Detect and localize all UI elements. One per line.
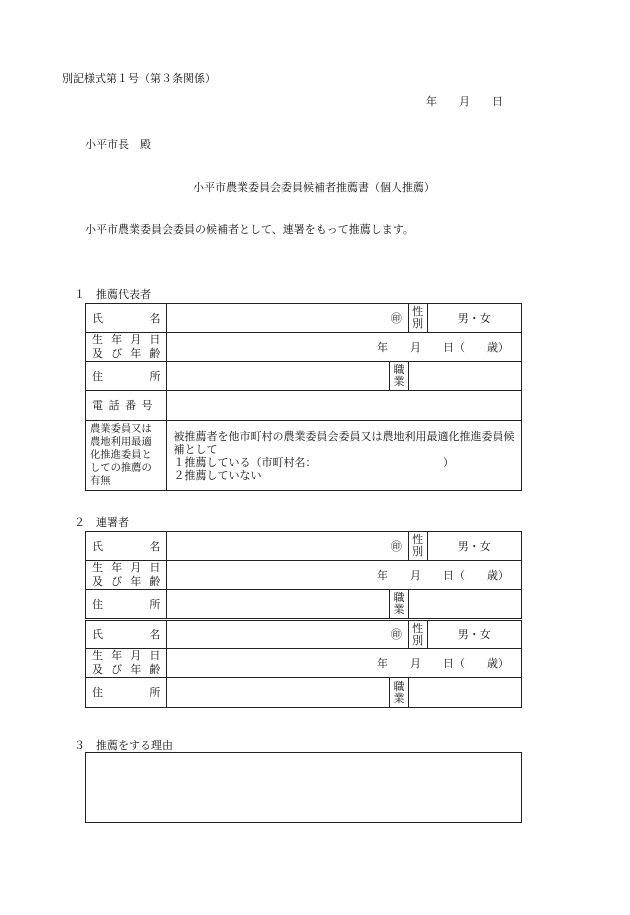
table-row <box>86 678 522 708</box>
table-row <box>86 421 522 491</box>
cosigner-table <box>85 531 522 708</box>
table-row <box>86 304 522 333</box>
seal-mark: ㊞ <box>390 628 402 641</box>
address-label: 住 所 <box>86 590 167 620</box>
birth-date-field[interactable]: 年 月 日（ 歳） <box>167 649 522 678</box>
section1-heading: １ 推薦代表者 <box>74 288 151 301</box>
table-row <box>86 649 522 678</box>
recommend-text: 被推薦者を他市町村の農業委員会委員又は農地利用最適化推進委員候補として <box>173 429 515 456</box>
job-field[interactable] <box>408 590 521 620</box>
name-field[interactable] <box>167 532 408 561</box>
recommend-option-2[interactable]: ２推薦していない <box>173 468 262 482</box>
phone-label: 電 話 番 号 <box>86 391 167 421</box>
job-label: 職 業 <box>390 362 409 391</box>
job-field[interactable] <box>408 678 521 708</box>
table-row <box>86 333 522 362</box>
table-row <box>86 362 522 391</box>
table-row <box>86 620 522 649</box>
representative-table <box>85 303 522 491</box>
sex-label: 性 別 <box>408 532 427 561</box>
birth-date-field[interactable]: 年 月 日（ 歳） <box>167 561 522 590</box>
sex-label: 性 別 <box>408 304 427 333</box>
section2-heading: ２ 連署者 <box>74 516 129 529</box>
birth-label: 生 年 月 日 及 び 年 齢 <box>86 649 167 678</box>
address-field[interactable] <box>167 678 390 708</box>
sex-value[interactable]: 男・女 <box>427 532 522 561</box>
seal-mark: ㊞ <box>390 539 402 553</box>
seal-mark: ㊞ <box>390 311 402 325</box>
birth-label: 生 年 月 日 及 び 年 齢 <box>86 561 167 590</box>
name-field[interactable] <box>167 620 408 649</box>
name-label: 氏 名 <box>86 620 167 649</box>
job-label: 職 業 <box>390 590 409 620</box>
recommend-status-field[interactable] <box>167 421 522 491</box>
address-field[interactable] <box>167 590 390 620</box>
name-label: 氏 名 <box>86 532 167 561</box>
name-label: 氏 名 <box>86 304 167 333</box>
phone-field[interactable] <box>167 391 522 421</box>
birth-date-field[interactable]: 年 月 日（ 歳） <box>167 333 522 362</box>
table-row <box>86 561 522 590</box>
address-label: 住 所 <box>86 678 167 708</box>
reason-field[interactable] <box>85 752 522 823</box>
sex-value[interactable]: 男・女 <box>427 620 522 649</box>
addressee: 小平市長 殿 <box>85 138 151 151</box>
section3-heading: ３ 推薦をする理由 <box>74 739 173 752</box>
address-field[interactable] <box>167 362 390 391</box>
table-row <box>86 532 522 561</box>
document-title: 小平市農業委員会委員候補者推薦書（個人推薦） <box>193 181 435 194</box>
intro-text: 小平市農業委員会委員の候補者として、連署をもって推薦します。 <box>85 223 414 236</box>
date-line: 年 月 日 <box>426 95 503 108</box>
name-field[interactable] <box>167 304 408 333</box>
sex-value[interactable]: 男・女 <box>427 304 522 333</box>
job-label: 職 業 <box>390 678 409 708</box>
form-number: 別記様式第１号（第３条関係） <box>62 72 216 85</box>
birth-label: 生 年 月 日 及 び 年 齢 <box>86 333 167 362</box>
recommend-option-1[interactable]: １推薦している（市町村名： ） <box>173 455 454 469</box>
recommend-label: 農業委員又は 農地利用最適 化推進委員と しての推薦の 有無 <box>86 421 167 491</box>
table-row <box>86 391 522 421</box>
table-row <box>86 590 522 620</box>
sex-label: 性 別 <box>408 620 427 649</box>
job-field[interactable] <box>408 362 521 391</box>
address-label: 住 所 <box>86 362 167 391</box>
